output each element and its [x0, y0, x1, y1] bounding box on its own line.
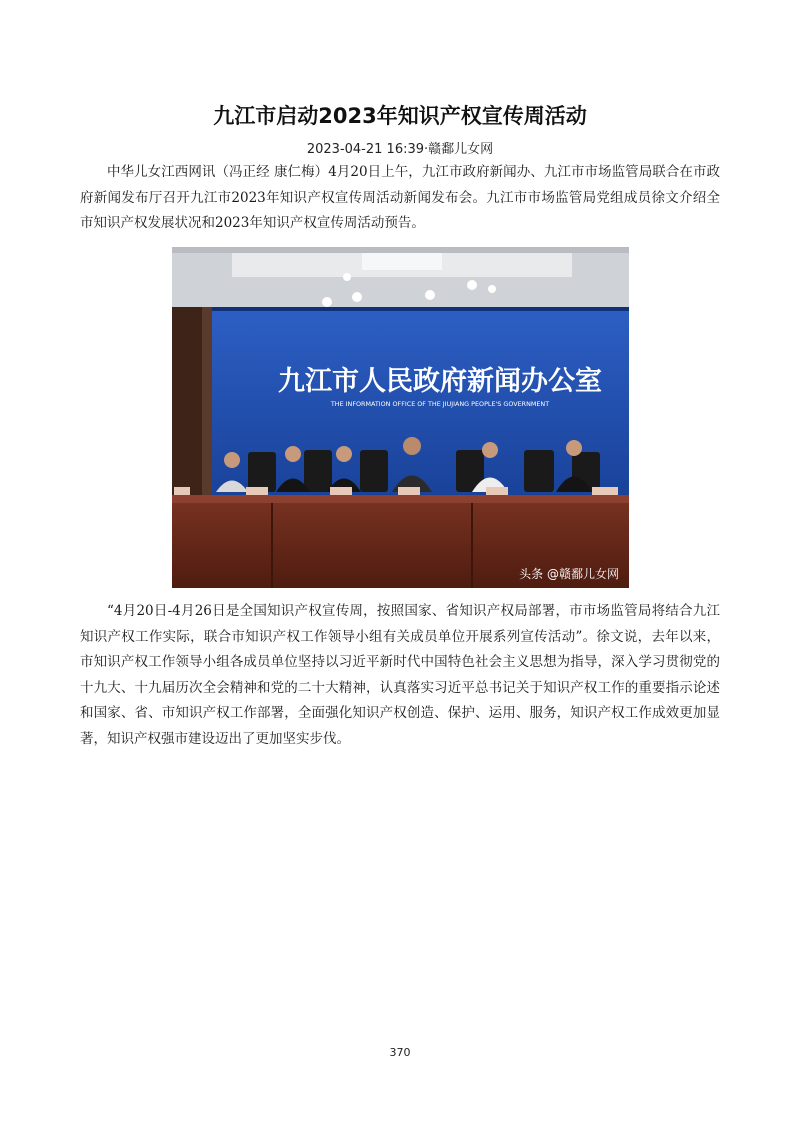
article-meta: 2023-04-21 16:39·赣鄱儿女网	[306, 142, 494, 157]
paragraph-quote: “4月20日-4月26日是全国知识产权宣传周，按照国家、省知识产权局部署，市市场监管局将结合九江知识产权工作实际，联合市知识产权工作领导小组有关成员单位开展系列宣传活动”。徐文说，去年以来，市知识产权工作领导小组各成员单位坚持以习近平新时代中国特色社会主义思想为指导，深入学习贯彻党的十九大、十九届历次全会精神和党的二十大精神，认真落实习近平总书记关于知识产权工作的重要指示论述和国家、省、市知识产权工作部署，全面强化知识产权创造、保护、运用、服务，知识产权工作成效更加显著，知识产权强市建设迈出了更加坚实步伐。	[80, 603, 720, 747]
backdrop-subtitle: THE INFORMATION OFFICE OF THE JIUJIANG PEOPLE'S GOVERNMENT	[330, 400, 550, 408]
article-title: 九江市启动2023年知识产权宣传周活动	[213, 104, 587, 128]
photo-watermark: 头条 @赣鄱儿女网	[519, 567, 619, 581]
backdrop-title: 九江市人民政府新闻办公室	[278, 366, 602, 397]
paragraph-intro: 中华儿女江西网讯（冯正经 康仁梅）4月20日上午，九江市政府新闻办、九江市市场监管局联合在市政府新闻发布厅召开九江市2023年知识产权宣传周活动新闻发布会。九江市市场监管局党组成员徐文介绍全市知识产权发展状况和2023年知识产权宣传周活动预告。	[80, 164, 720, 231]
page-number: 370	[389, 1046, 411, 1059]
press-conference-photo	[172, 247, 629, 588]
